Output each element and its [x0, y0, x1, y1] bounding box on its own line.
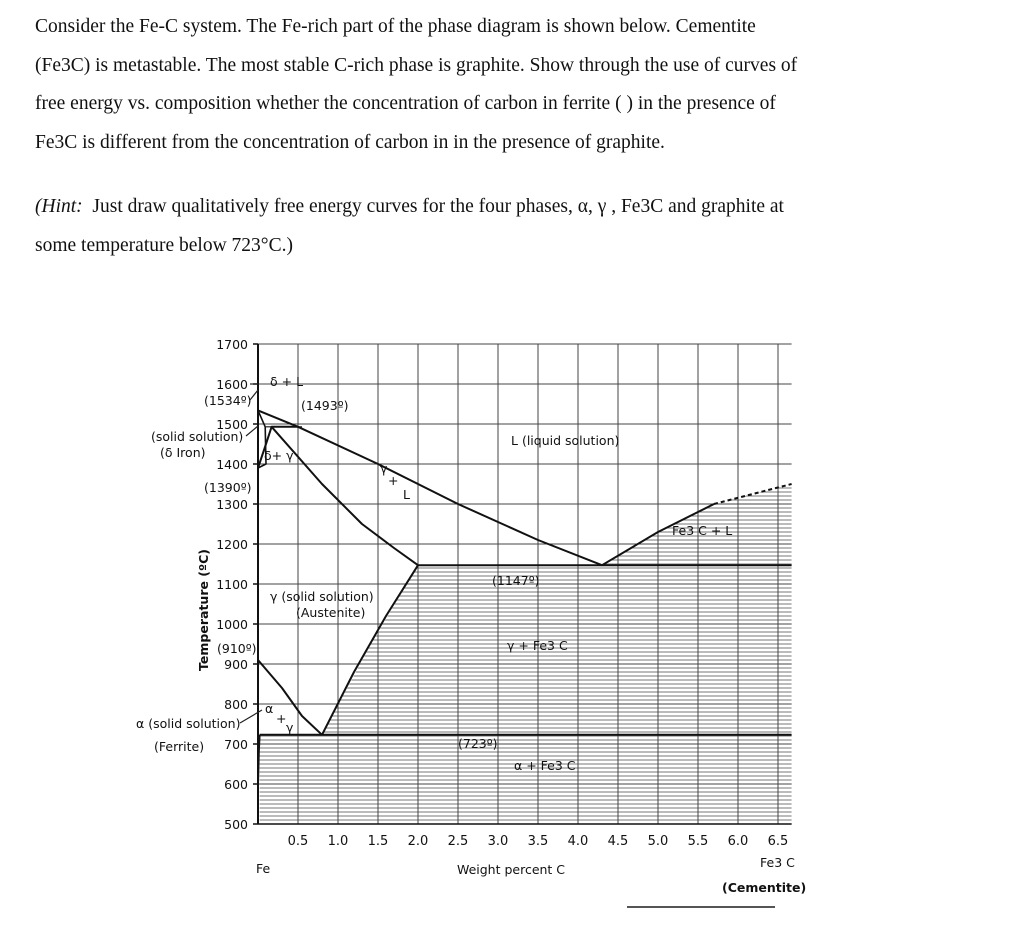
- alpha-gamma-plus: +: [276, 711, 287, 726]
- y-tick: 1700: [216, 337, 248, 352]
- delta-liquid-label: δ + L: [270, 374, 304, 389]
- alpha-fe3c-label: α + Fe3 C: [514, 758, 576, 773]
- x-tick: 1.5: [367, 834, 389, 849]
- y-tick: 1200: [216, 537, 248, 552]
- fe-label: Fe: [256, 861, 271, 876]
- y-tick: 900: [224, 657, 248, 672]
- problem-line-4: Fe3C is different from the concentration of carbon in in the presence of graphite.: [35, 131, 665, 153]
- x-tick: 6.5: [767, 834, 789, 849]
- problem-statement: [35, 8, 955, 265]
- delta-gamma-label: δ+ γ: [264, 448, 294, 463]
- alpha-gamma-g: γ: [286, 720, 294, 735]
- fe3c-liquid-label: Fe3 C + L: [672, 523, 733, 538]
- temp-723: (723º): [458, 736, 498, 751]
- x-tick: 5.5: [687, 834, 709, 849]
- y-tick: 1600: [216, 377, 248, 392]
- y-tick: 1300: [216, 497, 248, 512]
- x-tick: 4.5: [607, 834, 629, 849]
- x-tick: 1.0: [327, 834, 349, 849]
- x-tick: 4.0: [567, 834, 589, 849]
- hint-line-2: some temperature below 723°C.): [35, 234, 293, 256]
- fe3c-axis-label: Fe3 C: [760, 855, 795, 870]
- phase-diagram-svg: [0, 330, 1024, 924]
- hint-label: (Hint:: [35, 196, 83, 217]
- hint-line-1: [35, 188, 955, 227]
- x-tick-labels: [288, 834, 789, 849]
- alpha-fe3c-region: [260, 735, 792, 824]
- y-tick: 1100: [216, 577, 248, 592]
- problem-line-1: Consider the Fe-C system. The Fe-rich part of the phase diagram is shown below. Cementite: [35, 16, 756, 37]
- x-axis-title: Weight percent C: [456, 862, 566, 877]
- gamma-liquid-l: L: [403, 487, 410, 502]
- alpha-small-label: α: [265, 701, 274, 716]
- alpha-solid-solution: α (solid solution): [136, 716, 241, 731]
- ferrite: (Ferrite): [154, 739, 205, 754]
- y-tick: 1000: [216, 617, 248, 632]
- gamma-liquid-g: γ: [380, 461, 388, 476]
- gamma-liquid-plus: +: [388, 473, 399, 488]
- delta-iron: (δ Iron): [160, 445, 206, 460]
- temp-1147: (1147º): [492, 573, 540, 588]
- problem-line-3: free energy vs. composition whether the concentration of carbon in ferrite ( ) in the presence of: [35, 93, 776, 114]
- x-tick: 3.5: [527, 834, 549, 849]
- temp-1493: (1493º): [301, 398, 349, 413]
- x-tick: 3.0: [487, 834, 509, 849]
- temp-1534: (1534º): [204, 393, 252, 408]
- y-tick-labels: [216, 337, 248, 832]
- x-tick: 0.5: [287, 834, 309, 849]
- temp-910: (910º): [217, 641, 257, 656]
- austenite-label-2: (Austenite): [296, 605, 366, 620]
- y-tick: 1500: [216, 417, 248, 432]
- y-axis-title: Temperature (ºC): [196, 549, 211, 671]
- delta-solid-solution: (solid solution): [151, 429, 244, 444]
- hint-text: Just draw qualitatively free energy curves for the four phases, α, γ , Fe3C and graphite at: [92, 196, 784, 217]
- x-tick: 6.0: [727, 834, 749, 849]
- y-tick: 500: [224, 817, 248, 832]
- x-tick: 2.5: [447, 834, 469, 849]
- y-tick: 800: [224, 697, 248, 712]
- cementite-label: (Cementite): [722, 880, 807, 895]
- x-tick: 5.0: [647, 834, 669, 849]
- problem-line-2: (Fe3C) is metastable. The most stable C-rich phase is graphite. Show through the use of curves of: [35, 54, 798, 76]
- y-tick: 700: [224, 737, 248, 752]
- footer-rule: [627, 906, 775, 908]
- x-tick: 2.0: [407, 834, 429, 849]
- austenite-label-1: γ (solid solution): [270, 589, 374, 604]
- gamma-fe3c-label: γ + Fe3 C: [507, 638, 568, 653]
- y-tick: 1400: [216, 457, 248, 472]
- temp-1390: (1390º): [204, 480, 252, 495]
- y-tick: 600: [224, 777, 248, 792]
- liquid-label: L (liquid solution): [511, 433, 620, 448]
- phase-diagram: [0, 330, 1024, 929]
